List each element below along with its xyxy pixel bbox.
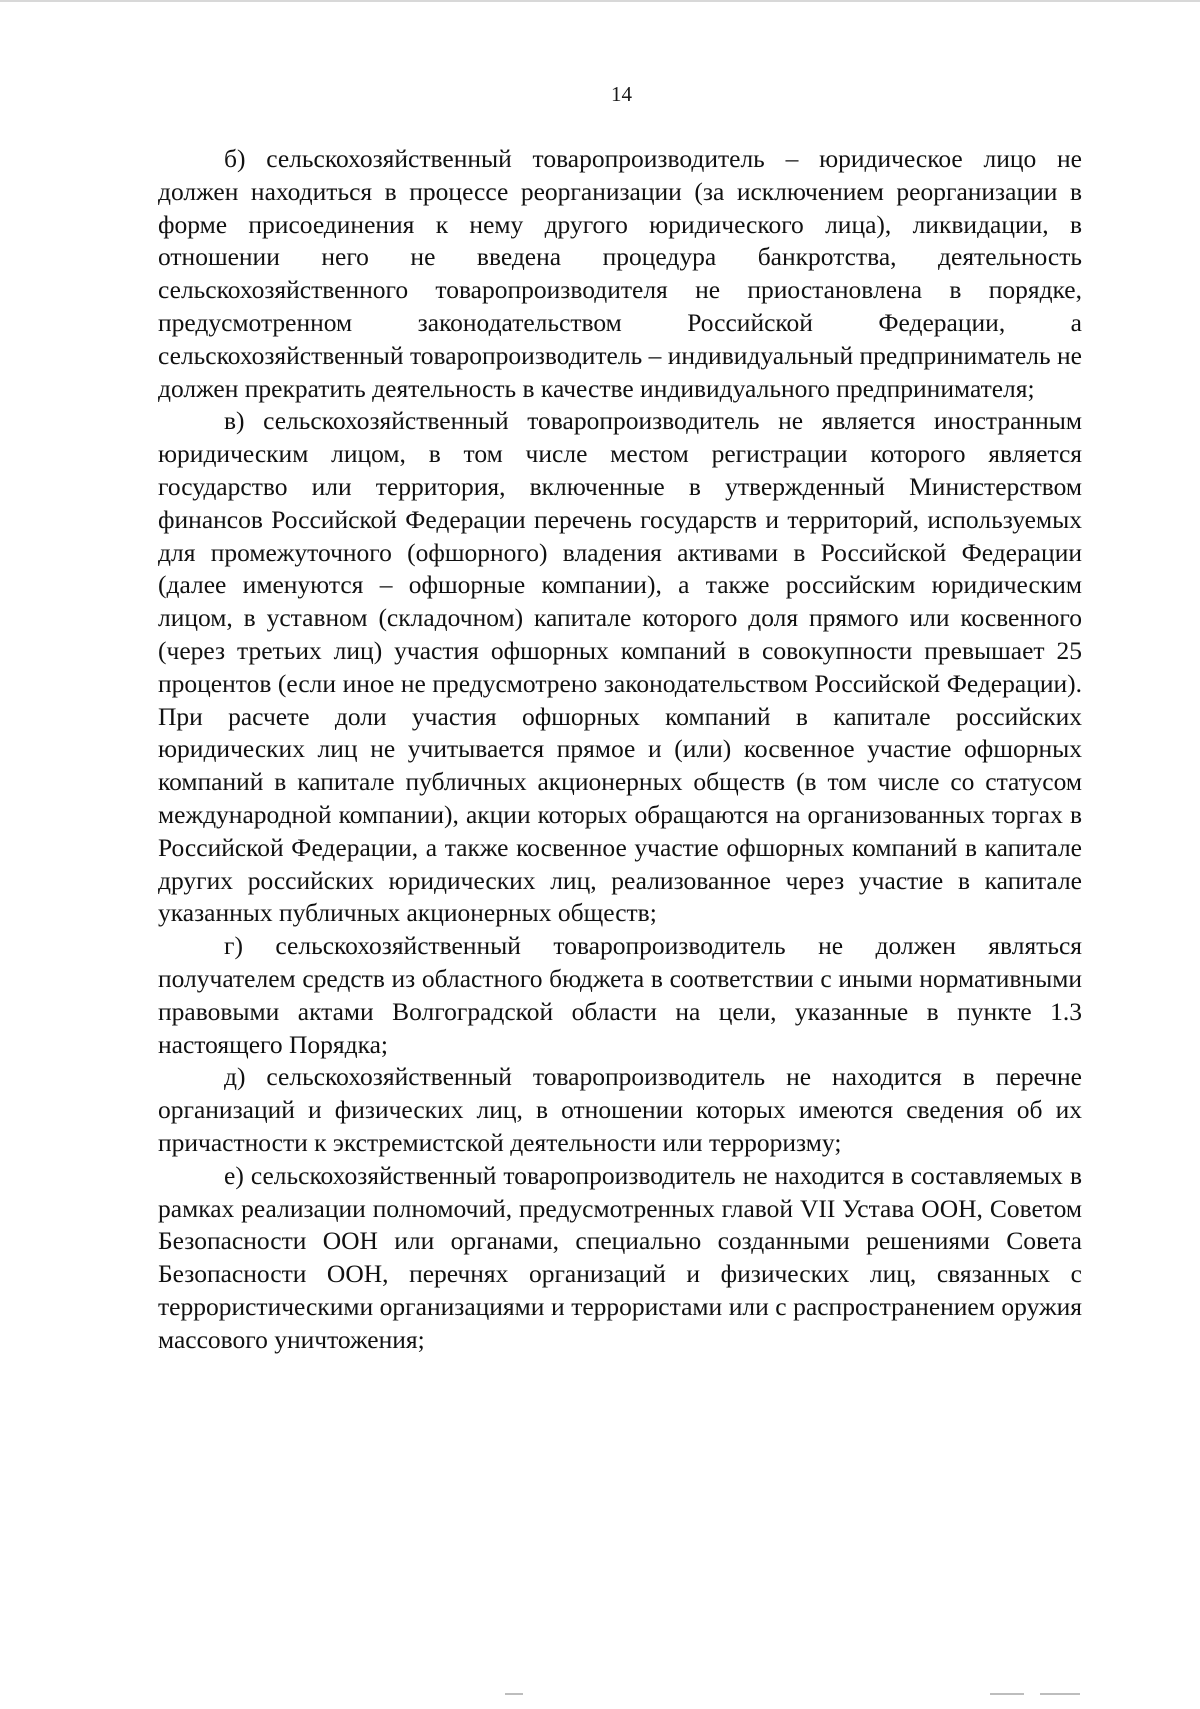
body-text (158, 143, 1082, 1356)
paragraph-e: е) сельскохозяйственный товаропроизводитель не находится в составляемых в рамках реализации полномочий, предусмотренных главой VII Устава ООН, Советом Безопасности ООН или органами, специально созданными решениями Совета Безопасности ООН, перечнях организаций и физических лиц, связанных с террористическими организациями и террористами или с распространением оружия массового уничтожения; (158, 1160, 1082, 1354)
scan-edge (0, 0, 1200, 2)
paragraph-g: г) сельскохозяйственный товаропроизводитель не должен являться получателем средств из областного бюджета в соответствии с иными нормативными правовыми актами Волгоградской области на цели, указанные в пункте 1.3 настоящего Порядка; (158, 931, 1082, 1059)
scan-mark (1040, 1693, 1080, 1695)
scan-mark (990, 1693, 1024, 1695)
paragraph-v: в) сельскохозяйственный товаропроизводитель не является иностранным юридическим лицом, в том числе местом регистрации которого является государство или территория, включенные в утвержденный Министерством финансов Российской Федерации перечень государств и территорий, используемых для промежуточного (офшорного) владения активами в Российской Федерации (далее именуются – офшорные компании), а также российским юридическим лицом, в уставном (складочном) капитале которого доля прямого или косвенного (через третьих лиц) участия офшорных компаний в совокупности превышает 25 процентов (если иное не предусмотрено законодательством Российской Федерации). При расчете доли участия офшорных компаний в капитале российских юридических лиц не учитывается прямое и (или) косвенное участие офшорных компаний в капитале публичных акционерных обществ (в том числе со статусом международной компании), акции которых обращаются на организованных торгах в Российской Федерации, а также косвенное участие офшорных компаний в капитале других российских юридических лиц, реализованное через участие в капитале указанных публичных акционерных обществ; (158, 406, 1082, 928)
paragraph-d: д) сельскохозяйственный товаропроизводитель не находится в перечне организаций и физических лиц, в отношении которых имеются сведения об их причастности к экстремистской деятельности или терроризму; (158, 1062, 1082, 1157)
page-number: 14 (611, 82, 632, 106)
scan-mark (505, 1693, 523, 1695)
paragraph-b: б) сельскохозяйственный товаропроизводитель – юридическое лицо не должен находиться в процессе реорганизации (за исключением реорганизации в форме присоединения к нему другого юридического лица), ликвидации, в отношении него не введена процедура банкротства, деятельность сельскохозяйственного товаропроизводителя не приостановлена в порядке, предусмотренном законодательством Российской Федерации, а сельскохозяйственный товаропроизводитель – индивидуальный предприниматель не должен прекратить деятельность в качестве индивидуального предпринимателя; (158, 144, 1082, 403)
